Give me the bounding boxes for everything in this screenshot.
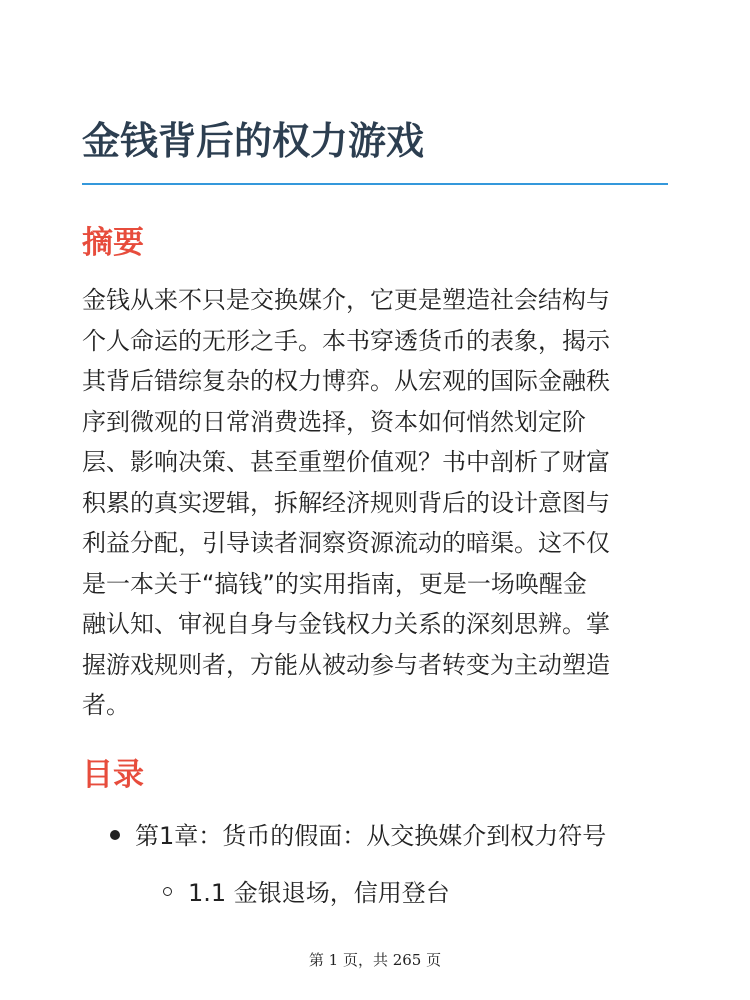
abstract-line: 融认知、审视自身与金钱权力关系的深刻思辨。掌: [82, 610, 610, 638]
book-title: 金钱背后的权力游戏: [82, 119, 425, 163]
abstract-line: 其背后错综复杂的权力博弈。从宏观的国际金融秩: [82, 367, 610, 395]
bullet-circle-icon: [163, 887, 172, 896]
abstract-line: 积累的真实逻辑，拆解经济规则背后的设计意图与: [82, 488, 610, 517]
abstract-line: 金钱从来不只是交换媒介，它更是塑造社会结构与: [82, 286, 610, 314]
toc-heading: 目录: [82, 757, 144, 793]
abstract-line: 序到微观的日常消费选择，资本如何悄然划定阶: [82, 407, 586, 436]
abstract-line: 者。: [82, 691, 130, 719]
toc-section-label: 1.1 金银退场，信用登台: [188, 879, 450, 907]
abstract-line: 层、影响决策、甚至重塑价值观？书中剖析了财富: [82, 448, 610, 476]
abstract-line: 是一本关于“搞钱”的实用指南，更是一场唤醒金: [82, 569, 587, 598]
page-number-footer: 第 1 页，共 265 页: [308, 951, 442, 969]
abstract-paragraph: [82, 280, 682, 726]
toc-chapter-label: 第1章：货币的假面：从交换媒介到权力符号: [135, 822, 607, 850]
bullet-disc-icon: [110, 830, 120, 840]
abstract-line: 握游戏规则者，方能从被动参与者转变为主动塑造: [82, 650, 610, 679]
abstract-line: 个人命运的无形之手。本书穿透货币的表象，揭示: [82, 326, 610, 355]
title-divider: [82, 183, 668, 185]
abstract-line: 利益分配，引导读者洞察资源流动的暗渠。这不仅: [82, 529, 610, 557]
abstract-heading: 摘要: [82, 225, 144, 261]
